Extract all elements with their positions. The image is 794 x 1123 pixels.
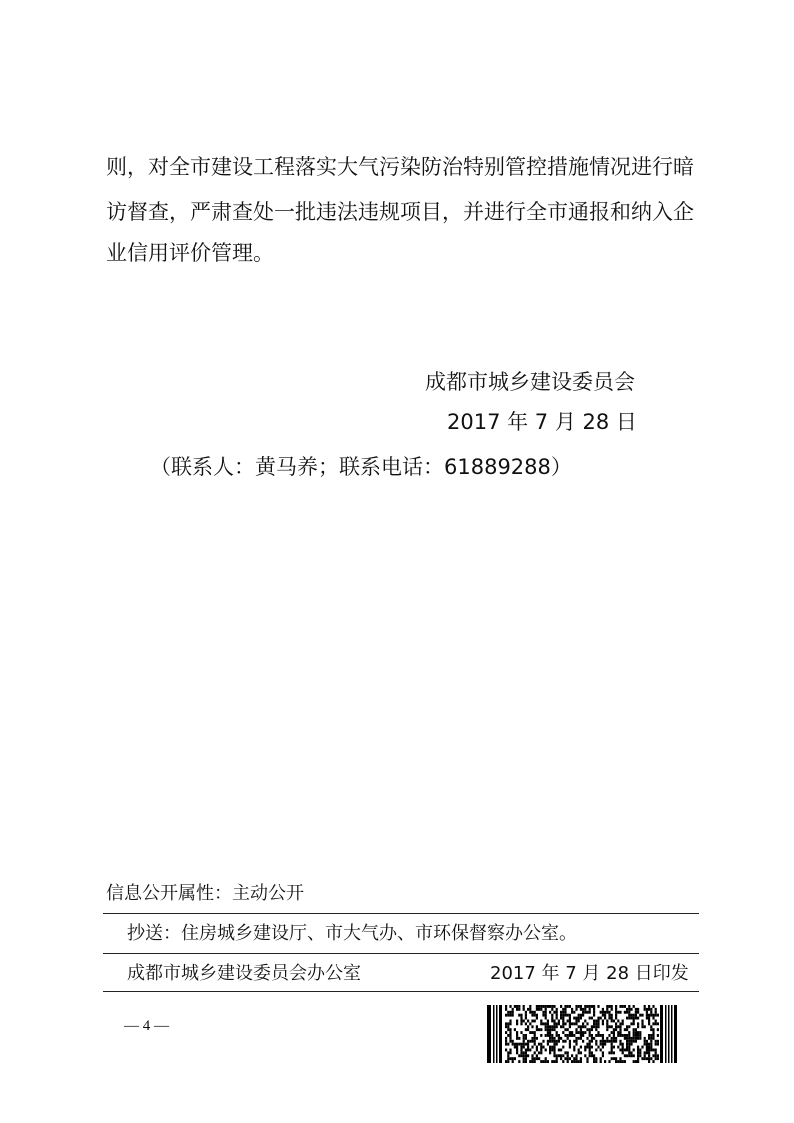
page-number: — 4 — bbox=[124, 1018, 169, 1034]
signing-organization: 成都市城乡建设委员会 bbox=[425, 370, 635, 394]
signing-date: 2017 年 7 月 28 日 bbox=[447, 410, 637, 434]
issue-date: 2017 年 7 月 28 日印发 bbox=[490, 963, 689, 984]
cc-recipients: 抄送：住房城乡建设厅、市大气办、市环保督察办公室。 bbox=[127, 923, 577, 944]
footer-divider-middle bbox=[103, 953, 699, 954]
footer-divider-bottom bbox=[103, 991, 699, 992]
contact-info: （联系人：黄马养；联系电话：61889288） bbox=[150, 455, 572, 479]
body-text-line-1: 则，对全市建设工程落实大气污染防治特别管控措施情况进行暗 bbox=[106, 155, 694, 179]
pdf417-barcode bbox=[487, 1005, 677, 1063]
disclosure-attribute: 信息公开属性：主动公开 bbox=[106, 883, 304, 904]
body-text-line-2: 访督查，严肃查处一批违法违规项目，并进行全市通报和纳入企 bbox=[106, 200, 694, 224]
body-text-line-3: 业信用评价管理。 bbox=[106, 241, 274, 265]
footer-divider-top bbox=[103, 913, 699, 914]
issuing-office: 成都市城乡建设委员会办公室 bbox=[127, 963, 361, 984]
